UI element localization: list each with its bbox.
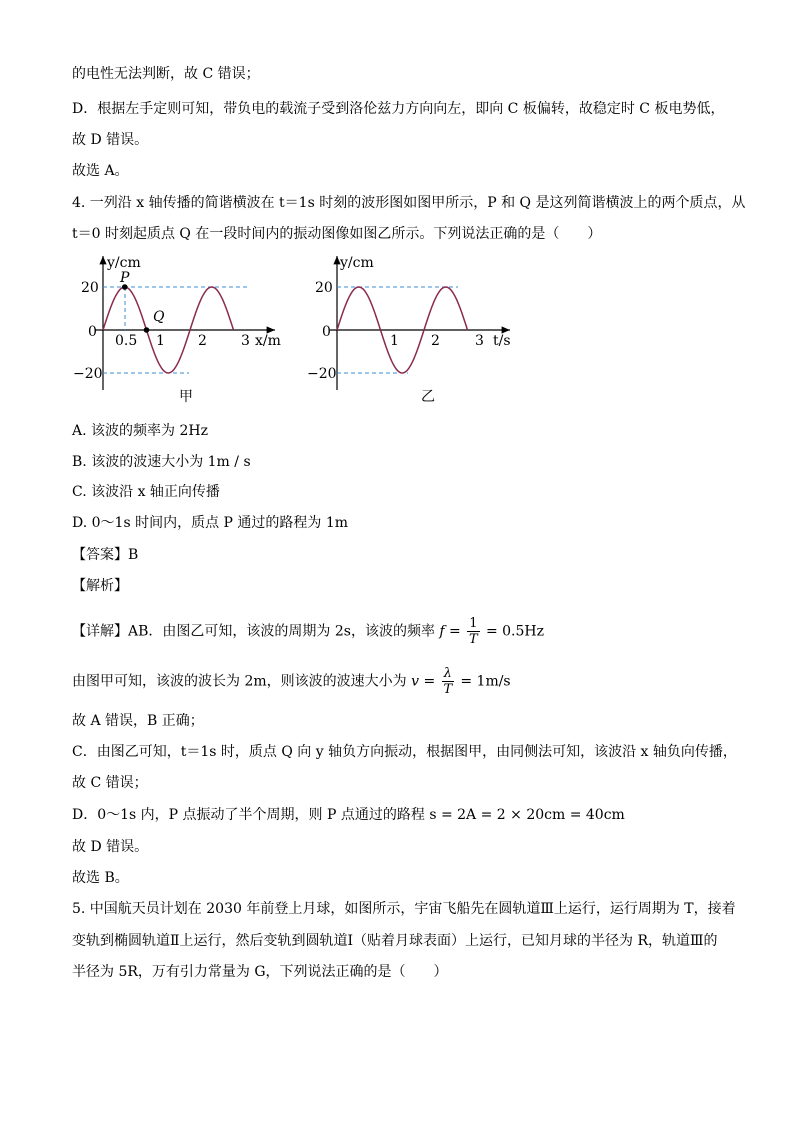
text-line: 故 D 错误。: [72, 839, 149, 855]
tick-label: 3: [475, 333, 484, 349]
tick-label: 0: [88, 324, 97, 340]
text-line: C．由图乙可知，t＝1s 时，质点 Q 向 y 轴负方向振动，根据图甲，由同侧法可知，该波沿 x 轴负向传播，: [72, 744, 737, 760]
point-q-marker: [144, 327, 150, 333]
option-d: D. 0～1s 时间内，质点 P 通过的路程为 1m: [72, 515, 349, 531]
point-q-label: Q: [153, 309, 165, 325]
figure-yi: [307, 250, 518, 410]
fraction-numerator: λ: [443, 666, 452, 681]
analysis-heading: 【解析】: [72, 578, 128, 594]
question-5-stem: 5. 中国航天员计划在 2030 年前登上月球，如图所示，宇宙飞船先在圆轨道Ⅲ上运行，运行周期为 T，接着: [72, 901, 736, 917]
question-5-stem: 变轨到椭圆轨道Ⅱ上运行，然后变轨到圆轨道Ⅰ（贴着月球表面）上运行，已知月球的半径为 R，轨道Ⅲ的: [72, 933, 718, 949]
option-b: B. 该波的波速大小为 1m / s: [72, 454, 251, 470]
tick-label: 3: [241, 333, 250, 349]
tick-label: −20: [307, 366, 337, 382]
point-p-label: P: [120, 270, 130, 286]
figure-jia: [73, 250, 285, 410]
text-line: 故 A 错误，B 正确；: [72, 713, 204, 729]
fraction: [442, 666, 454, 697]
tick-label: 1: [156, 333, 165, 349]
tick-label: 2: [198, 333, 207, 349]
detail-text: 由图甲可知，该波的波长为 2m，则该波的波速大小为: [72, 673, 412, 690]
tick-label: 0: [322, 324, 331, 340]
x-axis-label: x/m: [255, 333, 281, 349]
fraction-denominator: T: [469, 632, 478, 647]
detail-line-2: [72, 666, 511, 697]
x-axis-label: t/s: [493, 333, 511, 349]
text-line: 故选 A。: [72, 163, 129, 179]
text-line: 故 C 错误；: [72, 775, 148, 791]
question-5-stem: 半径为 5R，万有引力常量为 G，下列说法正确的是（ ）: [72, 964, 448, 980]
math-text: =: [419, 673, 440, 690]
option-a: A. 该波的频率为 2Hz: [72, 423, 208, 439]
text-line: D．根据左手定则可知，带负电的载流子受到洛伦兹力方向向左，即向 C 板偏转，故稳定时 C 板电势低，: [72, 101, 725, 117]
question-4-stem: 4. 一列沿 x 轴传播的简谐横波在 t＝1s 时刻的波形图如图甲所示，P 和 Q 是这列简谐横波上的两个质点，从: [72, 195, 746, 211]
text-line: 故 D 错误。: [72, 132, 149, 148]
detail-line-1: [72, 616, 544, 647]
answer-line: 【答案】B: [72, 547, 139, 563]
fraction-numerator: 1: [469, 616, 478, 631]
figure-caption: 甲: [179, 389, 193, 405]
math-text: = 1m/s: [455, 673, 511, 690]
math-symbol: v: [411, 673, 420, 690]
tick-label: 1: [390, 333, 399, 349]
fraction: [467, 616, 479, 647]
text-line: 的电性无法判断，故 C 错误；: [72, 66, 260, 82]
tick-label: 20: [315, 280, 333, 296]
tick-label: −20: [73, 366, 103, 382]
y-axis-label: y/cm: [340, 255, 374, 271]
math-symbol: f: [439, 623, 445, 640]
question-4-stem: t＝0 时刻起质点 Q 在一段时间内的振动图像如图乙所示。下列说法正确的是（ ）: [72, 226, 602, 242]
figure-caption: 乙: [421, 389, 435, 405]
math-text: = 0.5Hz: [481, 623, 544, 640]
tick-label: 20: [81, 280, 99, 296]
text-line: 故选 B。: [72, 870, 129, 886]
option-c: C. 该波沿 x 轴正向传播: [72, 484, 220, 500]
detail-text: 【详解】AB．由图乙可知，该波的周期为 2s，该波的频率: [72, 623, 440, 640]
y-axis-label: y/cm: [107, 255, 141, 271]
fraction-denominator: T: [443, 682, 453, 697]
tick-label: 0.5: [115, 333, 138, 349]
text-line: D．0～1s 内，P 点振动了半个周期，则 P 点通过的路程 s = 2A = 2 × 20cm = 40cm: [72, 807, 625, 823]
math-text: =: [444, 623, 466, 640]
tick-label: 2: [431, 333, 440, 349]
